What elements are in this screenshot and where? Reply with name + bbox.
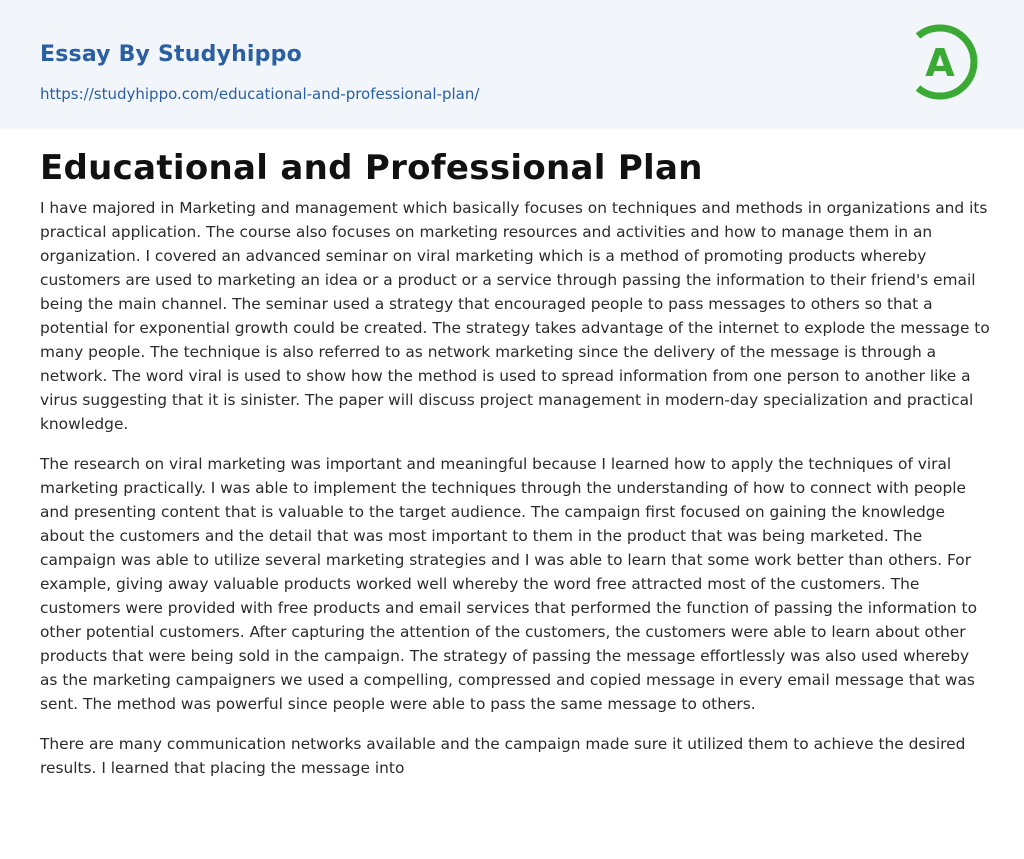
- essay-paragraph: There are many communication networks available and the campaign made sure it utilized them to achieve the desired results. I learned that placing the message into: [40, 735, 966, 777]
- essay-content: [40, 146, 990, 796]
- essay-url-link[interactable]: https://studyhippo.com/educational-and-professional-plan/: [40, 85, 480, 103]
- essay-paragraph: I have majored in Marketing and management which basically focuses on techniques and methods in organizations and its practical application. The course also focuses on marketing resources and activities and how to manage them in an organization. I covered an advanced seminar on viral marketing which is a method of promoting products whereby customers are used to marketing an idea or a product or a service through passing the information to their friend's email being the main channel. The seminar used a strategy that encouraged people to pass messages to others so that a potential for exponential growth could be created. The strategy takes advantage of the internet to explode the message to many people. The technique is also referred to as network marketing since the delivery of the message is through a network. The word viral is used to show how the method is used to spread information from one person to another like a virus suggesting that it is sinister. The paper will discuss project management in modern-day specialization and practical knowledge.: [40, 199, 990, 433]
- essay-paragraph: The research on viral marketing was important and meaningful because I learned how to apply the techniques of viral marketing practically. I was able to implement the techniques through the understanding of how to connect with people and presenting content that is valuable to the target audience. The campaign first focused on gaining the knowledge about the customers and the detail that was most important to them in the product that was being marketed. The campaign was able to utilize several marketing strategies and I was able to learn that some work better than others. For example, giving away valuable products worked well whereby the word free attracted most of the customers. The customers were provided with free products and email services that performed the function of passing the information to other potential customers. After capturing the attention of the customers, the customers were able to learn about other products that were being sold in the campaign. The strategy of passing the message effortlessly was also used whereby as the marketing campaigners we used a compelling, compressed and copied message in every email message that was sent. The method was powerful since people were able to pass the same message to others.: [40, 455, 977, 713]
- logo-letter: A: [925, 41, 955, 85]
- site-title[interactable]: Essay By Studyhippo: [40, 42, 302, 67]
- studyhippo-logo-icon[interactable]: [907, 18, 989, 106]
- site-header: [0, 0, 1024, 129]
- essay-title: Educational and Professional Plan: [40, 148, 703, 188]
